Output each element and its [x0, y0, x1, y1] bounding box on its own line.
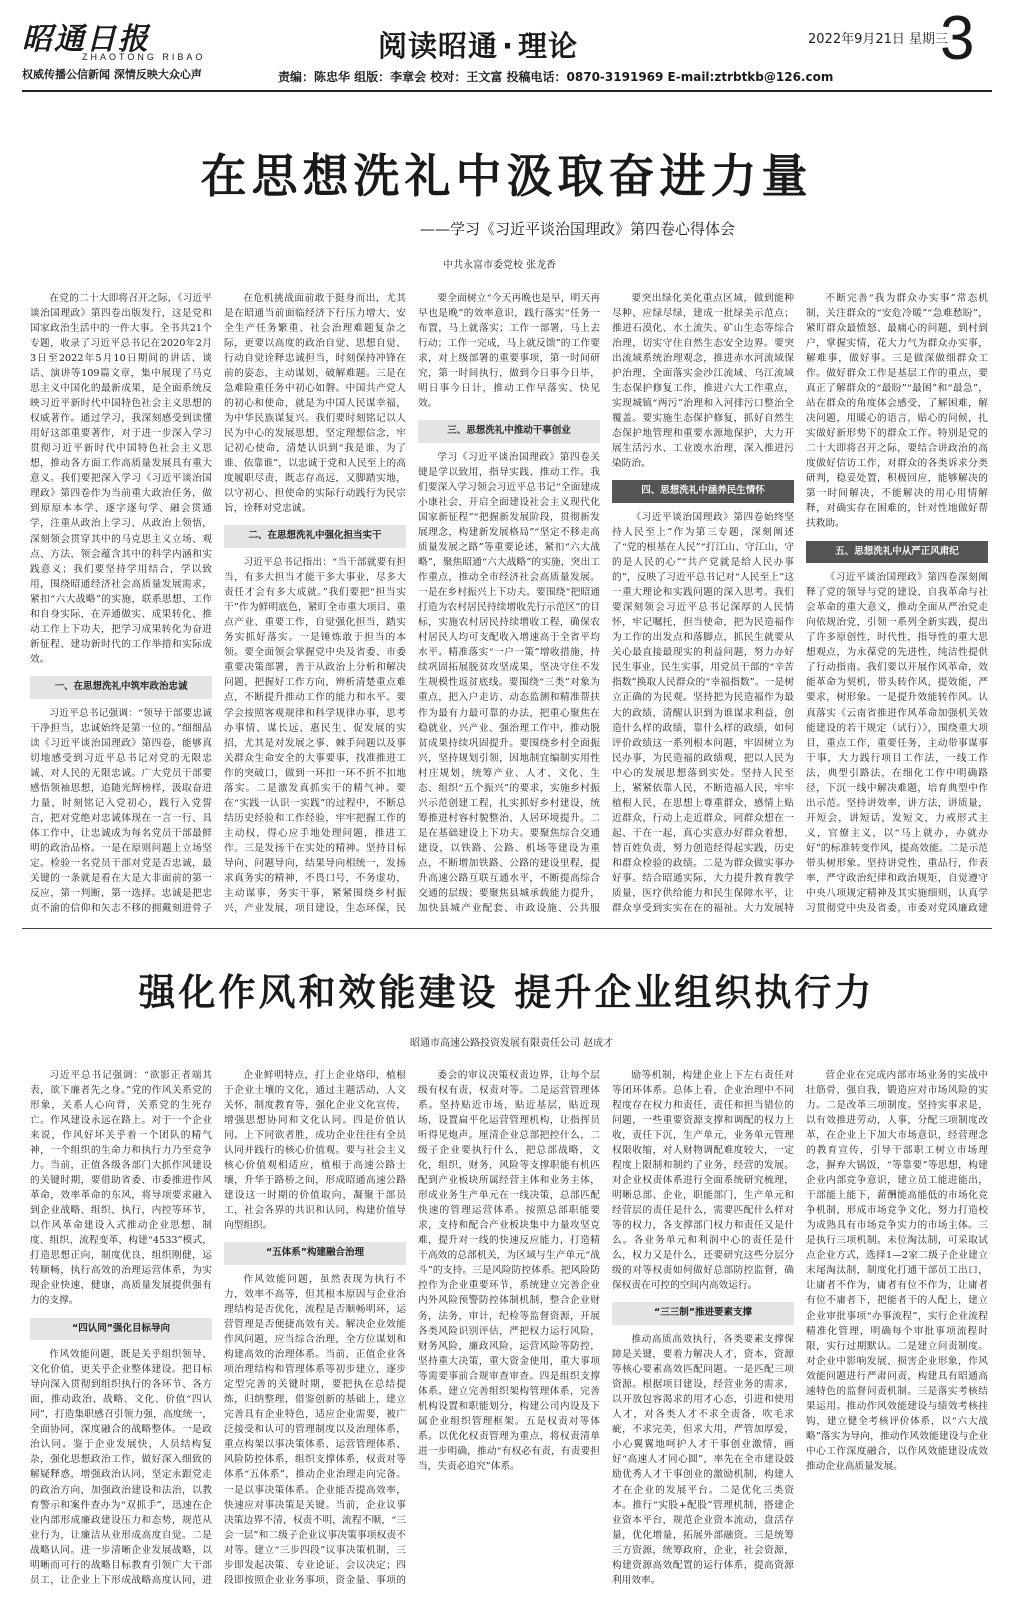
- article1-title: 在思想洗礼中汲取奋进力量: [200, 149, 813, 203]
- section-heading: 五、思想洗礼中从严正风肃纪: [806, 541, 988, 564]
- article1-column: [612, 291, 794, 916]
- header-divider: [22, 90, 992, 92]
- body-paragraph: 作风效能问题，既是关乎组织领导、文化价值，更关乎企业整体建设。把目标导向深入贯彻到组织执行的各环节、各方面，推动政治、战略、文化、价值“四认同”，打造集职感召引领力强，高度统一，全面协同，深度融合的战略整体。一是政治认同。鉴于企业发展快，人员结构复杂，强化思想政治工作，做好深入细致的解疑释惑，增强政治认同，坚定永跟党走的政治方向，加强政治建设和法治，以教育警示和案件查办为“双抓手”，迅速在企业内部形成廉政建设压力和态势，规范从业行为，让廉洁从业形成高度自觉。二是战略认同。进一步清晰企业发展战略，以明晰而可行的战略目标教育引领广大干部员工，让企业上下形成战略高度认同，进: [30, 1349, 212, 1586]
- issue-date: 2022年9月21日 星期三: [808, 32, 949, 47]
- article2-body: [30, 1068, 988, 1588]
- body-paragraph: 《习近平谈治国理政》第四卷始终坚持人民至上”作为第三专题，深刻阐述了“党的根基在人民”“打江山、守江山，守的是人民的心”“共产党就是给人民办事的”，反映了习近平总书记对“人民至上”这一重大理论和实践问题的深入思考。我们要深刻领会习近平总书记深厚的人民情怀，牢记嘱托，担当使命，把为民造福作为工作的出发点和落脚点，抓民生就要从关心最直接最现实的利益问题，努力办好民生事业，民生实事，用党员干部的“辛苦指数”换取人民群众的“幸福指数”。一是树立正确的为民观。坚持把为民造福作为最大的政绩，清醒认识到为谁谋求利益，创造什么样的政绩，靠什么样的政绩，如何评价政绩这一系列根本问题，牢固树立为民办事，为民造福的政绩观，把以人民为中心的发展思想落到实处。坚持人民至上，紧紧依靠人民，不断造福人民，牢牢植根人民，在思想上尊重群众，感情上贴近群众，行动上走近群众，同群众想在一起、干在一起，真心实意办好群众着想，替百姓负责，努力创造经得起实践，历史和群众检验的政绩。二是为群众做实事办好事。结合昭通实际，大力提升教育教学质量，医疗供给能力和民生保障水平，让群众享受到实实在在的福祉。大力发展特: [612, 512, 794, 914]
- section-title-dot: ·: [502, 29, 515, 63]
- section-title-main: 阅读昭通: [378, 29, 499, 63]
- article2-column: [806, 1068, 988, 1588]
- body-paragraph: 不断完善“我为群众办实事”常态机制，关注群众的“安危冷暖”“急难愁盼”，紧盯群众最愤怒、最痛心的问题，到村到户，掌握实情，花大力气为群众办实事，解难事，做好事。三是做深做细群众工作。做好群众工作是基层工作的重点，要真正了解群众的“最盼”“最困”和“最急”，站在群众的角度体会感受，了解困难，解决问题，用暖心的语言，贴心的问候，扎实做好新形势下的群众工作。特别是党的二十大即将召开之际，要结合讲政治的高度做好信访工作，对群众的各类诉求分类研判，稳妥处置，积极回应，能够解决的第一时间解决，不能解决的用心用情解释，对确实存在困难的，针对性地做好帮扶救助。: [806, 293, 988, 530]
- article1-column: [30, 291, 212, 916]
- article2-title: 强化作风和效能建设 提升企业组织执行力: [138, 971, 875, 1014]
- body-paragraph: 在党的二十大即将召开之际，《习近平谈治国理政》第四卷出版发行，这是党和国家政治生活中的一件大事。全书共21个专题，收录了习近平总书记在2020年2月3日至2022年5月10日期间的讲话、谈话、演讲等109篇文章，集中展现了马克思主义中国化的最新成果，是全面系统反映习近平新时代中国特色社会主义思想的权威著作。通过学习，我深刻感受到读懂用好这部重要著作，对于进一步深入学习贯彻习近平新时代中国特色社会主义思想，推动各方面工作高质量发展具有重大意义。我们要把深入学习《习近平谈治国理政》第四卷作为当前重大政治任务，做到原原本本学、逐字逐句学、融会贯通学，注重从政治上学习、从政治上领悟，深刻领会贯穿其中的马克思主义立场、观点、方法，领会蕴含其中的科学内涵和实践意义；我们要坚持学用结合，学以致用，围绕昭通经济社会高质量发展需求，紧扣“六大战略”的实施，联系思想、工作和自身实际，在弄通做实、成果转化、推动工作上下功夫，把学习成果转化为奋进新征程、建功新时代的工作举措和实际成效。: [30, 293, 212, 665]
- body-paragraph: 要全面树立“今天再晚也是早，明天再早也是晚”的效率意识，践行落实“任务一布置，马上就落实；工作一部署，马上去行动；工作一完成，马上就反馈”的工作要求，对上级部署的重要事项，第一时间研究，第一时间执行，做到今日事今日毕，明日事今日计，推动工作早落实、快见效。: [418, 293, 600, 410]
- section-title: [378, 24, 578, 65]
- masthead: [0, 0, 1013, 92]
- section-heading: 四、思想洗礼中涵养民生情怀: [612, 480, 794, 503]
- body-paragraph: 推动高质高效执行，各类要素支撑保障是关键，要着力解决人才，资本，资源等核心要素高效匹配问题。一是匹配三项资源。根据项目建设，经营业务的需求，以开放包容渴求的用才心态，引进和使用人才，对各类人才不求全责备，吹毛求疵，不求完美，但求大用，严管加厚爱，小心翼翼地呵护人才干事创业激情，画好“高速人才同心圆”，率先在全市建设鼓励优秀人才干事创业的激励机制，构建人才在企业的发展平台。二是优化三类资本。推行“实股+配股”管理机制，搭建企业资本平台，规范企业资本流动，盘活存量，优化增量，拓展外部融资。三是统筹三方资源，统筹政府，企业，社会资源，构建资源高效配置的运行体系，提高资源利用效率。: [612, 1334, 794, 1586]
- newspaper-logo: 昭通日报: [22, 22, 150, 57]
- article1-column: [418, 291, 600, 916]
- article2-column: [612, 1068, 794, 1588]
- section-heading: 二、在思想洗礼中强化担当实干: [224, 525, 406, 548]
- newspaper-logo-english: ZHAOTONG RIBAO: [82, 52, 206, 62]
- body-paragraph: 习近平总书记强调：“欲影正者端其表，欲下廉者先之身。”党的作风关系党的形象，关系人心向背，关系党的生死存亡。作风建设永远在路上。对于一个企业来说，作风好坏关乎着一个团队的精气神，一个组织的生命力和执行力乃至竞争力。当前，正值各级各部门大抓作风建设的关键时期，要借助省委、市委推进作风革命，效率革命的东风，将导项要求融入到企业战略、组织、执行，内控等环节，以作风革命建设入式推动企业思想、制度、组织、流程变革，构建“4533”模式，打造思想正向，制度优良，组织刚健，运转顺畅，执行高效的治理运营体系，为实现企业快速，健康，高质量发展提供强有力的支撑。: [30, 1070, 212, 1307]
- body-paragraph: 学习《习近平谈治国理政》第四卷关键是学以致用，指导实践、推动工作。我们要深入学习领会习近平总书记“全面建成小康社会，开启全面建设社会主义现代化国家新征程”“把握新发展阶段，贯彻新发展理念，构建新发展格局”“坚定不移走高质量发展之路”等重要论述，紧扣“六大战略”，聚焦昭通“六大战略”的实施，突出工作重点，推动全市经济社会高质量发展。一是在乡村振兴上下功夫。要围绕“把昭通打造为农村居民持续增收先行示范区”的目标，实施农村居民持续增收工程，确保农村居民人均可支配收入增速高于全省平均水平。精准落实“一户一策”增收措施，持续巩固拓展脱贫攻坚成果，坚决守住不发生规模性返贫底线。要围绕“三类”对象为重点，把入户走访、动态监测和精准帮扶作为最有力最可靠的办法，把重心聚焦在稳就业、兴产业、强治理工作中，推动脱贫成果持续巩固提升。要围绕乡村全面振兴，坚持规划引领，因地制宜编制实用性村庄规划，统筹产业、人才、文化、生态、组织“五个振兴”的要求，实施乡村振兴示范创建工程，扎实抓好乡村建设，统筹推进村容村貌整治、人居环境提升。二是在基础建设上下功夫。要聚焦综合交通建设，以铁路、公路、机场等建设为重点，不断增加铁路、公路的建设里程，提升高速公路互联互通水平，不断提高综合交通的层级；要聚焦县城承载能力提升，加快县城产业配套、市政设施、公共服: [418, 451, 600, 914]
- section-heading: 三、思想洗礼中推动干事创业: [418, 420, 600, 443]
- article1-subtitle: ——学习《习近平谈治国理政》第四卷心得体会: [420, 220, 736, 238]
- page-number: 3: [940, 4, 975, 73]
- article1-byline: 中共永富市委党校 张龙香: [443, 260, 557, 271]
- article1-column: [224, 291, 406, 916]
- body-paragraph: 要突出绿化美化重点区域，做到能种尽种、应绿尽绿，建成一批绿美示范点；推进石漠化、水土流失、矿山生态等综合治理，切实守住自然生态安全边界。要突出流域系统治理观念，推进赤水河流域保护治理，全面落实金沙江流域、乌江流域生态保护修复工作，推进六大工作重点，实现城镇“两污”治理和入河排污口整治全覆盖。要实施生态保护修复，抓好自然生态保护地管理和重要水源地保护，大力开展生活污水、工业废水治理，深入推进污染防治。: [612, 293, 794, 470]
- article2-column: [224, 1068, 406, 1588]
- editor-credits: 责编：陈忠华 组版：李章会 校对：王文富 投稿电话：0870-3191969 E-mail:ztrbtkb@126.com: [278, 70, 834, 84]
- section-heading: “三三制”推进要素支撑: [612, 1302, 794, 1325]
- body-paragraph: 《习近平谈治国理政》第四卷深刻阐释了党的领导与党的建设，自我革命与社会革命的重大意义，推动全面从严治党走向依规治党，引领一系列全新实践，提出了许多原创性，时代性，指导性的重大思想观点，为永葆党的先进性，纯洁性提供了行动指南。我们要以开展作风革命，效能革命为契机，带头转作风，提效能，严要求，树形象。一是提升效能转作风。认真落实《云南省推进作风革命加强机关效能建设的若干规定（试行）》，围绕重大项目，重点工作，重要任务，主动带事谋事干事，大力践行项目工作法，一线工作法，典型引路法，在细化工作中明确路径，下沉一线中解决难题，培育典型中作出示范。坚持讲效率，讲方法，讲质量，开短会，讲短话，发短文，力戒形式主义，官僚主义，以“马上就办，办就办好”的标准转变作风，提高效能。二是示范带头树形象。坚持讲党性，重品行，作表率，严守政治纪律和政治规矩，自觉遵守中央八项规定精神及其实施细则，认真学习贯彻党中央及省委，市委对党风廉政建: [806, 572, 988, 914]
- body-paragraph: 励等机制，构建企业上下左右责任对等闭环体系。总体上看，企业治理中不同程度存在权力和责任，责任和担当错位的问题，一些重要资源支撑和调配的权力上收，责任下沉，生产单元，业务单元管理权限收缩，对人财物调配难度较大，一定程度上限制和制约了业务，经营的发展。对企业权责体系进行全面系统研究梳理，明晰总部、企业，职能部门，生产单元和经营层的责任是什么，需要匹配什么样对等的权力，各支撑部门权力和责任又是什么。各业务单元和利润中心的责任是什么，权力又是什么，还要研究这些分层分级的对等权责如何做好总部防控监督，确保权责在可控的空间内高效运行。: [612, 1070, 794, 1292]
- body-paragraph: 习近平总书记强调：“领导干部要忠诚干净担当，忠诚始终是第一位的。”细细品读《习近平谈治国理政》第四卷，能够真切地感受到习近平总书记对党的无限忠诚、对人民的无限忠诚。广大党员干部要感悟领袖思想，追随光辉榜样，汲取奋进力量，时刻铭记入党初心，践行入党誓言，把对党绝对忠诚体现在一言一行、具体工作中，让忠诚成为每名党员干部最鲜明的政治品格。一是在原则问题上立场坚定。检验一名党员干部对党是否忠诚，最关键的一条就是看在大是大非面前的第一反应，第一判断，第一选择。忠诚是把忠贞不渝的信仰和矢志不移的拥戴刻进骨子: [30, 707, 212, 914]
- body-paragraph: 营企业在完成内部市场业务的实战中壮筋骨，强自我，锻造应对市场风险的实力。二是改革三项制度。坚持实事求是，以有效推进劳动，人事，分配三项制度改革，在企业上下加大市场意识，经营理念的教育宣传，引导干部职工树立市场理念，摒弃大锅饭，“等靠要”等思想，构建企业内部竞争意识，建立员工能进能出，干部能上能下，薪酬能高能低的市场化竞争机制，形成市场竞争文化，努力打造校为成熟具有市场竞争实力的市场主体。三是执行三项机制。未位淘汰制，可采取试点企业方式，选择1—2家二级子企业建立末尾淘汰制，制度化打通干部员工出口，让庸者不作为，庸者有位不作为，让庸者有位不庸者下，把能者干的人配上，建立企业审批事项“办事流程”，实行企业流程精准化管理，明确每个审批事项流程时限，实行过期默认。二是建立问责制度。对企业中影响发展、损害企业形象，作风效能问题进行严肃问责，构建具有昭通高速特色的监督问责机制。三是落实考核结果运用。推动作风效能建设与绩效考核挂钩，建立健全考核评价体系，以“六大战略”落实为导向，推动作风效能建设与企业中心工作深度融合，以作风效能建设成效推动企业高质量发展。: [806, 1070, 988, 1472]
- article1-column: [806, 291, 988, 916]
- section-title-strong: 理论: [518, 29, 579, 63]
- article-divider: [22, 928, 992, 929]
- body-paragraph: 作风效能问题，虽然表现为执行不力，效率不高等，但其根本原因与企业治理结构是否优化，流程是否顺畅明环，运营管理是否便捷高效有关。解决企业效能作风问题，应当综合治理，全方位谋划和构建高效的治理体系。当前，正值企业各项治理结构和管理体系等初步建立，逐步定型完善的关键时期，要把执在总结提炼，归纳整理，借鉴创新的基础上，建立完善具有企业特色，适应企业需要，被广泛接受和认可的管理制度以及治理体系，重点构架以事决策体系、运营管理体系、风险防控体系，组织支撑体系，权责对等体系“五体系”，推动企业治理走向完备。一是以事决策体系。企业能否提高效率，快速应对事决策是关键。当前，企业议事决策边界不清，权责不明，流程不顺，“三会一层”和二级子企业议事决策事项权责不对等。建立“三步四段”议事决策机制，三步即发起决策、专业论证、会议决定；四段即按照企业业务事项，资金量、事项的: [224, 1274, 406, 1586]
- section-heading: 一、在思想洗礼中筑牢政治忠诚: [30, 676, 212, 699]
- article2-column: [418, 1068, 600, 1588]
- article1-body: [30, 291, 988, 916]
- body-paragraph: 企业鲜明特点，打上企业烙印，植根于企业土壤的文化，通过主题活动，人文关怀，制度教育等，强化企业文化宣传，增强思想协同和文化认同。四是价值认同。上下同欲者胜，成功企业往往有全员认同并践行的核心价值观。要与社会主义核心价值观相适应，植根于高速公路土壤，升华于路桥之间，形成昭通高速公路建设这一时期的价值取向，凝聚干部员工，社会各界的共识和认同，构建价值导向型组织。: [224, 1070, 406, 1232]
- article2-column: [30, 1068, 212, 1588]
- article2-byline: 昭通市高速公路投资发展有限责任公司 赵成才: [410, 1038, 614, 1049]
- section-heading: “五体系”构建融合治理: [224, 1242, 406, 1265]
- body-paragraph: 习近平总书记指出：“当干部就要有担当，有多大担当才能干多大事业，尽多大责任才会有多大成就。”我们要把“担当实干”作为鲜明底色，紧盯全市重大项目、重点产业、重要工作，自觉强化担当，踏实务实抓好落实。一是锤炼敢于担当的本领。要全面领会掌握党中央及省委、市委重要决策部署，善于从政治上分析和解决问题，把握好工作方向，辨析清楚重点难点，不断提升推动工作的能力和水平。要学会按照客观规律和科学规律办事，思考办事情、谋长远、惠民生、促发展的实招，尤其是对发展之事、棘手问题以及事关群众生命安全的大事要事，找准推进工作的突破口，做到一环扣一环不折不扣地落实。二是激发真抓实干的精气神。要在“实践一认识一实践”的过程中，不断总结历史经验和工作经验，牢牢把握工作的主动权，得心应手地处理问题，推进工作。三是发扬干在实处的精神。坚持目标导向、问题导向，结果导向相统一，发扬求真务实的精神，不畏口号，不务虚功，主动谋事，务实干事，紧紧围绕乡村振兴，产业发展，项目建设，生态环保，民: [224, 557, 406, 914]
- body-paragraph: 在危机挑战面前敢于挺身而出，尤其是在昭通当前面临经济下行压力增大、安全生产任务繁重、社会治理难题复杂之际，更要以高度的政治自觉、思想自觉、行动自觉诠释忠诚担当，时刻保持冲锋在前的姿态，主动谋划，破解难题。三是在急难险重任务中初心如磐。中国共产党人的初心和使命，就是为中国人民谋幸福，为中华民族谋复兴。我们要时刻铭记以人民为中心的发展思想，坚定理想信念，牢记初心使命，清楚认识到“我是谁、为了谁、依靠谁”，以忠诚于党和人民至上的高度履职尽责，既志存高远，又脚踏实地，以守初心、担使命的实际行动践行为民宗旨，诠释对党忠诚。: [224, 293, 406, 515]
- newspaper-slogan: 权威传播公信新闻 深情反映大众心声: [22, 68, 202, 81]
- section-heading: “四认同”强化目标导向: [30, 1318, 212, 1341]
- body-paragraph: 委会的审议决策权责边界，让每个层级有权有责，权责对等。二是运营管理体系。坚持贴近市场，贴近基层，贴近现场，设置扁平化运营管理机构，让指挥员听得见炮声。厘清企业总部把控什么，二级子企业要执行什么，把总部战略，文化，组织，财务，风险等支撑职能有机匹配到产业板块所属经营主体和业务主体，形成业务生产单元在一线决策，总部匹配快速的管理运营体系。按照总部职能要求，支持和配合产业板块集中力量攻坚克难，提升对一线的快速反应能力，打造精干高效的总部机关，为区域与生产单元“战斗”的支持。三是风险防控体系。把风险防控作为企业重要环节，系统建立完善企业内外风险预警防控体制机制，整合企业财务，法务，审计，纪检等监督资源，开展各类风险识别评估，严把权力运行风险，财务风险，廉政风险，运营风险等防控，坚持重大决策，重大资金使用，重大事项等需要事前合规审查审查。四是组织支撑体系。建立完善组织架构管理体系，完善机构设置和职能划分，构建公司内设及下属企业组织管理框架。五是权责对等体系。以优化权责管理为重点，将权责清单进一步明确，推动“有权必有责，有责要担当，失责必追究”体系。: [418, 1070, 600, 1472]
